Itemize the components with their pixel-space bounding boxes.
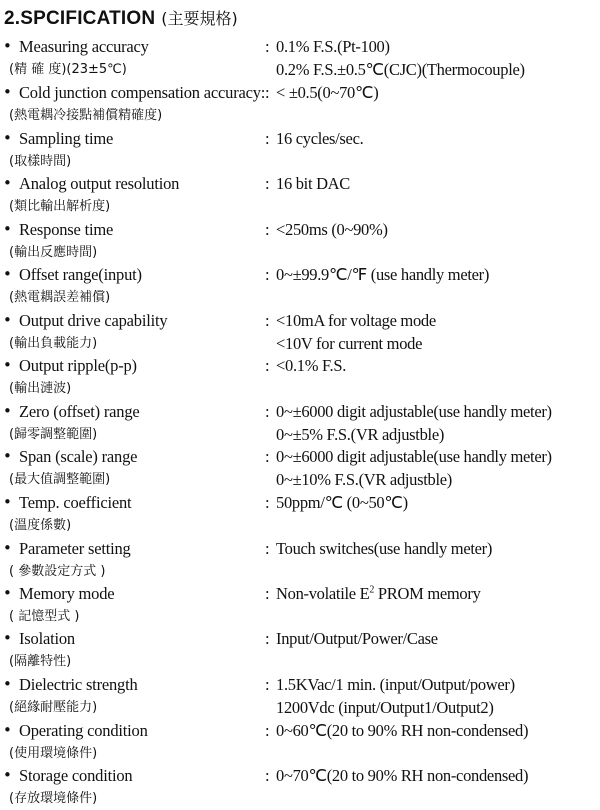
- spec-label-zh: (輸出漣波): [9, 381, 72, 396]
- colon: :: [265, 174, 270, 193]
- colon: :: [265, 584, 270, 603]
- spec-label: Analog output resolution: [19, 174, 180, 193]
- spec-value: 0~±99.9℃/℉ (use handly meter): [276, 265, 490, 284]
- colon: :: [265, 447, 270, 466]
- spec-value: <0.1% F.S.: [276, 356, 347, 375]
- bullet: •: [3, 174, 12, 192]
- spec-value: 0~70℃(20 to 90% RH non-condensed): [276, 766, 529, 785]
- bullet: •: [3, 584, 12, 602]
- spec-item-sub: [0, 286, 600, 309]
- bullet: •: [3, 83, 12, 101]
- spec-label: Dielectric strength: [19, 675, 138, 694]
- spec-item-sub: [0, 605, 600, 628]
- bullet: •: [3, 402, 12, 420]
- spec-item-sub: [0, 332, 600, 355]
- spec-label-zh: (類比輸出解析度): [9, 199, 111, 214]
- colon: :: [265, 265, 270, 284]
- spec-item: [0, 582, 600, 605]
- spec-label-zh: (熱電耦誤差補償): [9, 290, 111, 305]
- spec-item-sub: [0, 377, 600, 400]
- spec-item: [0, 673, 600, 696]
- spec-item-sub: [0, 514, 600, 537]
- spec-label-zh: (隔離特性): [9, 654, 72, 669]
- bullet: •: [3, 220, 12, 238]
- colon: :: [265, 493, 270, 512]
- spec-value: 0~±6000 digit adjustable(use handly meter): [276, 447, 552, 466]
- spec-item-sub: [0, 650, 600, 673]
- bullet: •: [3, 629, 12, 647]
- spec-item-sub: [0, 150, 600, 173]
- spec-value: 0.1% F.S.(Pt-100): [276, 37, 390, 56]
- spec-value: 0~60℃(20 to 90% RH non-condensed): [276, 721, 529, 740]
- spec-label: Span (scale) range: [19, 447, 138, 466]
- spec-item: [0, 537, 600, 560]
- colon: :: [265, 83, 270, 102]
- spec-label: Operating condition: [19, 721, 148, 740]
- spec-label-zh: (絕緣耐壓能力): [9, 700, 98, 715]
- spec-label: Temp. coefficient: [19, 493, 132, 512]
- spec-value: < ±0.5(0~70℃): [276, 83, 379, 102]
- spec-value: 16 bit DAC: [276, 174, 351, 193]
- bullet: •: [3, 447, 12, 465]
- colon: :: [265, 37, 270, 56]
- spec-label: Cold junction compensation accuracy:: [19, 83, 266, 102]
- spec-label: Isolation: [19, 629, 75, 648]
- bullet: •: [3, 675, 12, 693]
- spec-label-zh: ( 記憶型式 ): [9, 609, 80, 624]
- bullet: •: [3, 311, 12, 329]
- spec-label-zh: (熱電耦冷接點補償精確度): [9, 108, 163, 123]
- spec-label: Parameter setting: [19, 539, 131, 558]
- spec-value: Touch switches(use handly meter): [276, 539, 493, 558]
- spec-item: [0, 263, 600, 286]
- spec-item: [0, 35, 600, 58]
- spec-item-sub: [0, 423, 600, 446]
- spec-label: Output ripple(p-p): [19, 356, 137, 375]
- spec-item: [0, 627, 600, 650]
- spec-label-zh: (精 確 度)(23±5℃): [9, 62, 127, 77]
- spec-item: [0, 218, 600, 241]
- section-title: [4, 6, 238, 30]
- colon: :: [265, 402, 270, 421]
- spec-value: 50ppm/℃ (0~50℃): [276, 493, 408, 512]
- superscript: 2: [369, 584, 375, 596]
- spec-label-zh: (溫度係數): [9, 518, 72, 533]
- spec-item-sub: [0, 696, 600, 719]
- spec-item-sub: [0, 560, 600, 583]
- spec-item: [0, 400, 600, 423]
- bullet: •: [3, 539, 12, 557]
- spec-label-zh: (輸出反應時間): [9, 245, 98, 260]
- colon: :: [265, 721, 270, 740]
- spec-label: Sampling time: [19, 129, 114, 148]
- spec-item: [0, 354, 600, 377]
- spec-value-secondary: <10V for current mode: [276, 334, 423, 353]
- spec-value-secondary: 0.2% F.S.±0.5℃(CJC)(Thermocouple): [276, 60, 525, 79]
- spec-item-sub: [0, 104, 600, 127]
- spec-item: [0, 127, 600, 150]
- spec-label: Storage condition: [19, 766, 133, 785]
- section-title-zh: (主要規格): [161, 9, 238, 28]
- bullet: •: [3, 356, 12, 374]
- spec-label-zh: (最大值調整範圍): [9, 472, 111, 487]
- colon: :: [265, 220, 270, 239]
- spec-item-sub: [0, 742, 600, 765]
- spec-item-sub: [0, 241, 600, 264]
- spec-item: [0, 309, 600, 332]
- spec-value: Input/Output/Power/Case: [276, 629, 438, 648]
- spec-value: <10mA for voltage mode: [276, 311, 436, 330]
- spec-value-secondary: 0~±10% F.S.(VR adjustble): [276, 470, 452, 489]
- spec-label-zh: (歸零調整範圍): [9, 427, 98, 442]
- spec-label: Measuring accuracy: [19, 37, 149, 56]
- spec-value: 0~±6000 digit adjustable(use handly meter): [276, 402, 552, 421]
- bullet: •: [3, 721, 12, 739]
- bullet: •: [3, 265, 12, 283]
- bullet: •: [3, 129, 12, 147]
- colon: :: [265, 629, 270, 648]
- spec-label: Offset range(input): [19, 265, 142, 284]
- spec-label-zh: (輸出負載能力): [9, 336, 98, 351]
- spec-item-sub: [0, 58, 600, 81]
- colon: :: [265, 311, 270, 330]
- spec-label: Response time: [19, 220, 114, 239]
- colon: :: [265, 766, 270, 785]
- spec-value: Non-volatile $E^2$ PROM memory: [276, 584, 481, 603]
- spec-label: Memory mode: [19, 584, 115, 603]
- spec-item: [0, 172, 600, 195]
- spec-label-zh: (取樣時間): [9, 154, 72, 169]
- spec-value: 1.5KVac/1 min. (input/Output/power): [276, 675, 515, 694]
- spec-value-secondary: 1200Vdc (input/Output1/Output2): [276, 698, 494, 717]
- spec-item-sub: [0, 468, 600, 491]
- spec-item: [0, 719, 600, 742]
- section-title-en: 2.SPCIFICATION: [4, 8, 156, 29]
- colon: :: [265, 539, 270, 558]
- spec-item-sub: [0, 195, 600, 218]
- spec-item: [0, 81, 600, 104]
- bullet: •: [3, 493, 12, 511]
- colon: :: [265, 129, 270, 148]
- colon: :: [265, 675, 270, 694]
- spec-item: [0, 445, 600, 468]
- spec-item: [0, 491, 600, 514]
- spec-label: Zero (offset) range: [19, 402, 140, 421]
- spec-value: <250ms (0~90%): [276, 220, 388, 239]
- bullet: •: [3, 766, 12, 784]
- spec-label-zh: ( 參數設定方式 ): [9, 564, 106, 579]
- spec-value-secondary: 0~±5% F.S.(VR adjustble): [276, 425, 445, 444]
- spec-label: Output drive capability: [19, 311, 168, 330]
- bullet: •: [3, 37, 12, 55]
- spec-item: [0, 764, 600, 787]
- spec-value: 16 cycles/sec.: [276, 129, 364, 148]
- spec-label-zh: (使用環境條件): [9, 746, 98, 761]
- colon: :: [265, 356, 270, 375]
- spec-label-zh: (存放環境條件): [9, 791, 98, 806]
